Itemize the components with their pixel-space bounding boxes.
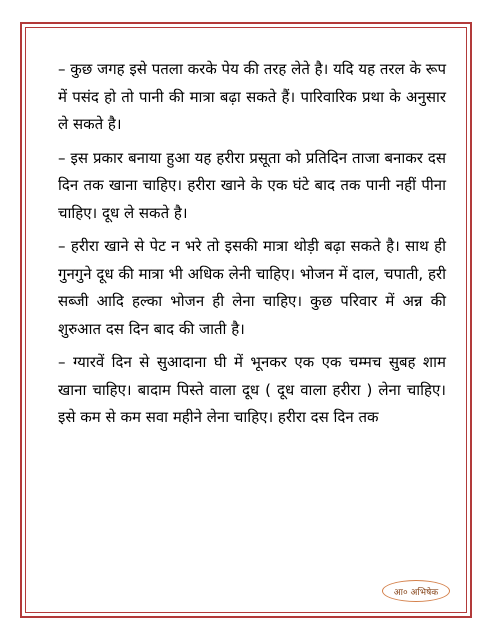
- paragraph-1: – कुछ जगह इसे पतला करके पेय की तरह लेते है। यदि यह तरल के रूप में पसंद हो तो पानी की मात्रा बढ़ा सकते हैं। पारिवारिक प्रथा के अनुसार ले सकते है।: [58, 60, 446, 133]
- paragraph-4: – ग्यारवें दिन से सुआदाना घी में भूनकर एक एक चम्मच सुबह शाम खाना चाहिए। बादाम पिस्ते वाला दूध ( दूध वाला हरीरा ) लेना चाहिए। इसे कम से कम सवा महीने लेना चाहिए। हरीरा दस दिन तक: [58, 353, 446, 426]
- footer-badge: आ० अभिषेक: [382, 580, 450, 602]
- document-body: [58, 56, 446, 438]
- paragraph-2: – इस प्रकार बनाया हुआ यह हरीरा प्रसूता को प्रतिदिन ताजा बनाकर दस दिन तक खाना चाहिए। हरीरा खाने के एक घंटे बाद तक पानी नहीं पीना चाहिए। दूध ले सकते है।: [58, 148, 446, 222]
- paragraph-3: – हरीरा खाने से पेट न भरे तो इसकी मात्रा थोड़ी बढ़ा सकते है। साथ ही गुनगुने दूध की मात्रा भी अधिक लेनी चाहिए। भोजन में दाल, चपाती, हरी सब्जी आदि हल्का भोजन ही लेना चाहिए। कुछ परिवार में अन्न की शुरुआत दस दिन बाद की जाती है।: [58, 237, 446, 338]
